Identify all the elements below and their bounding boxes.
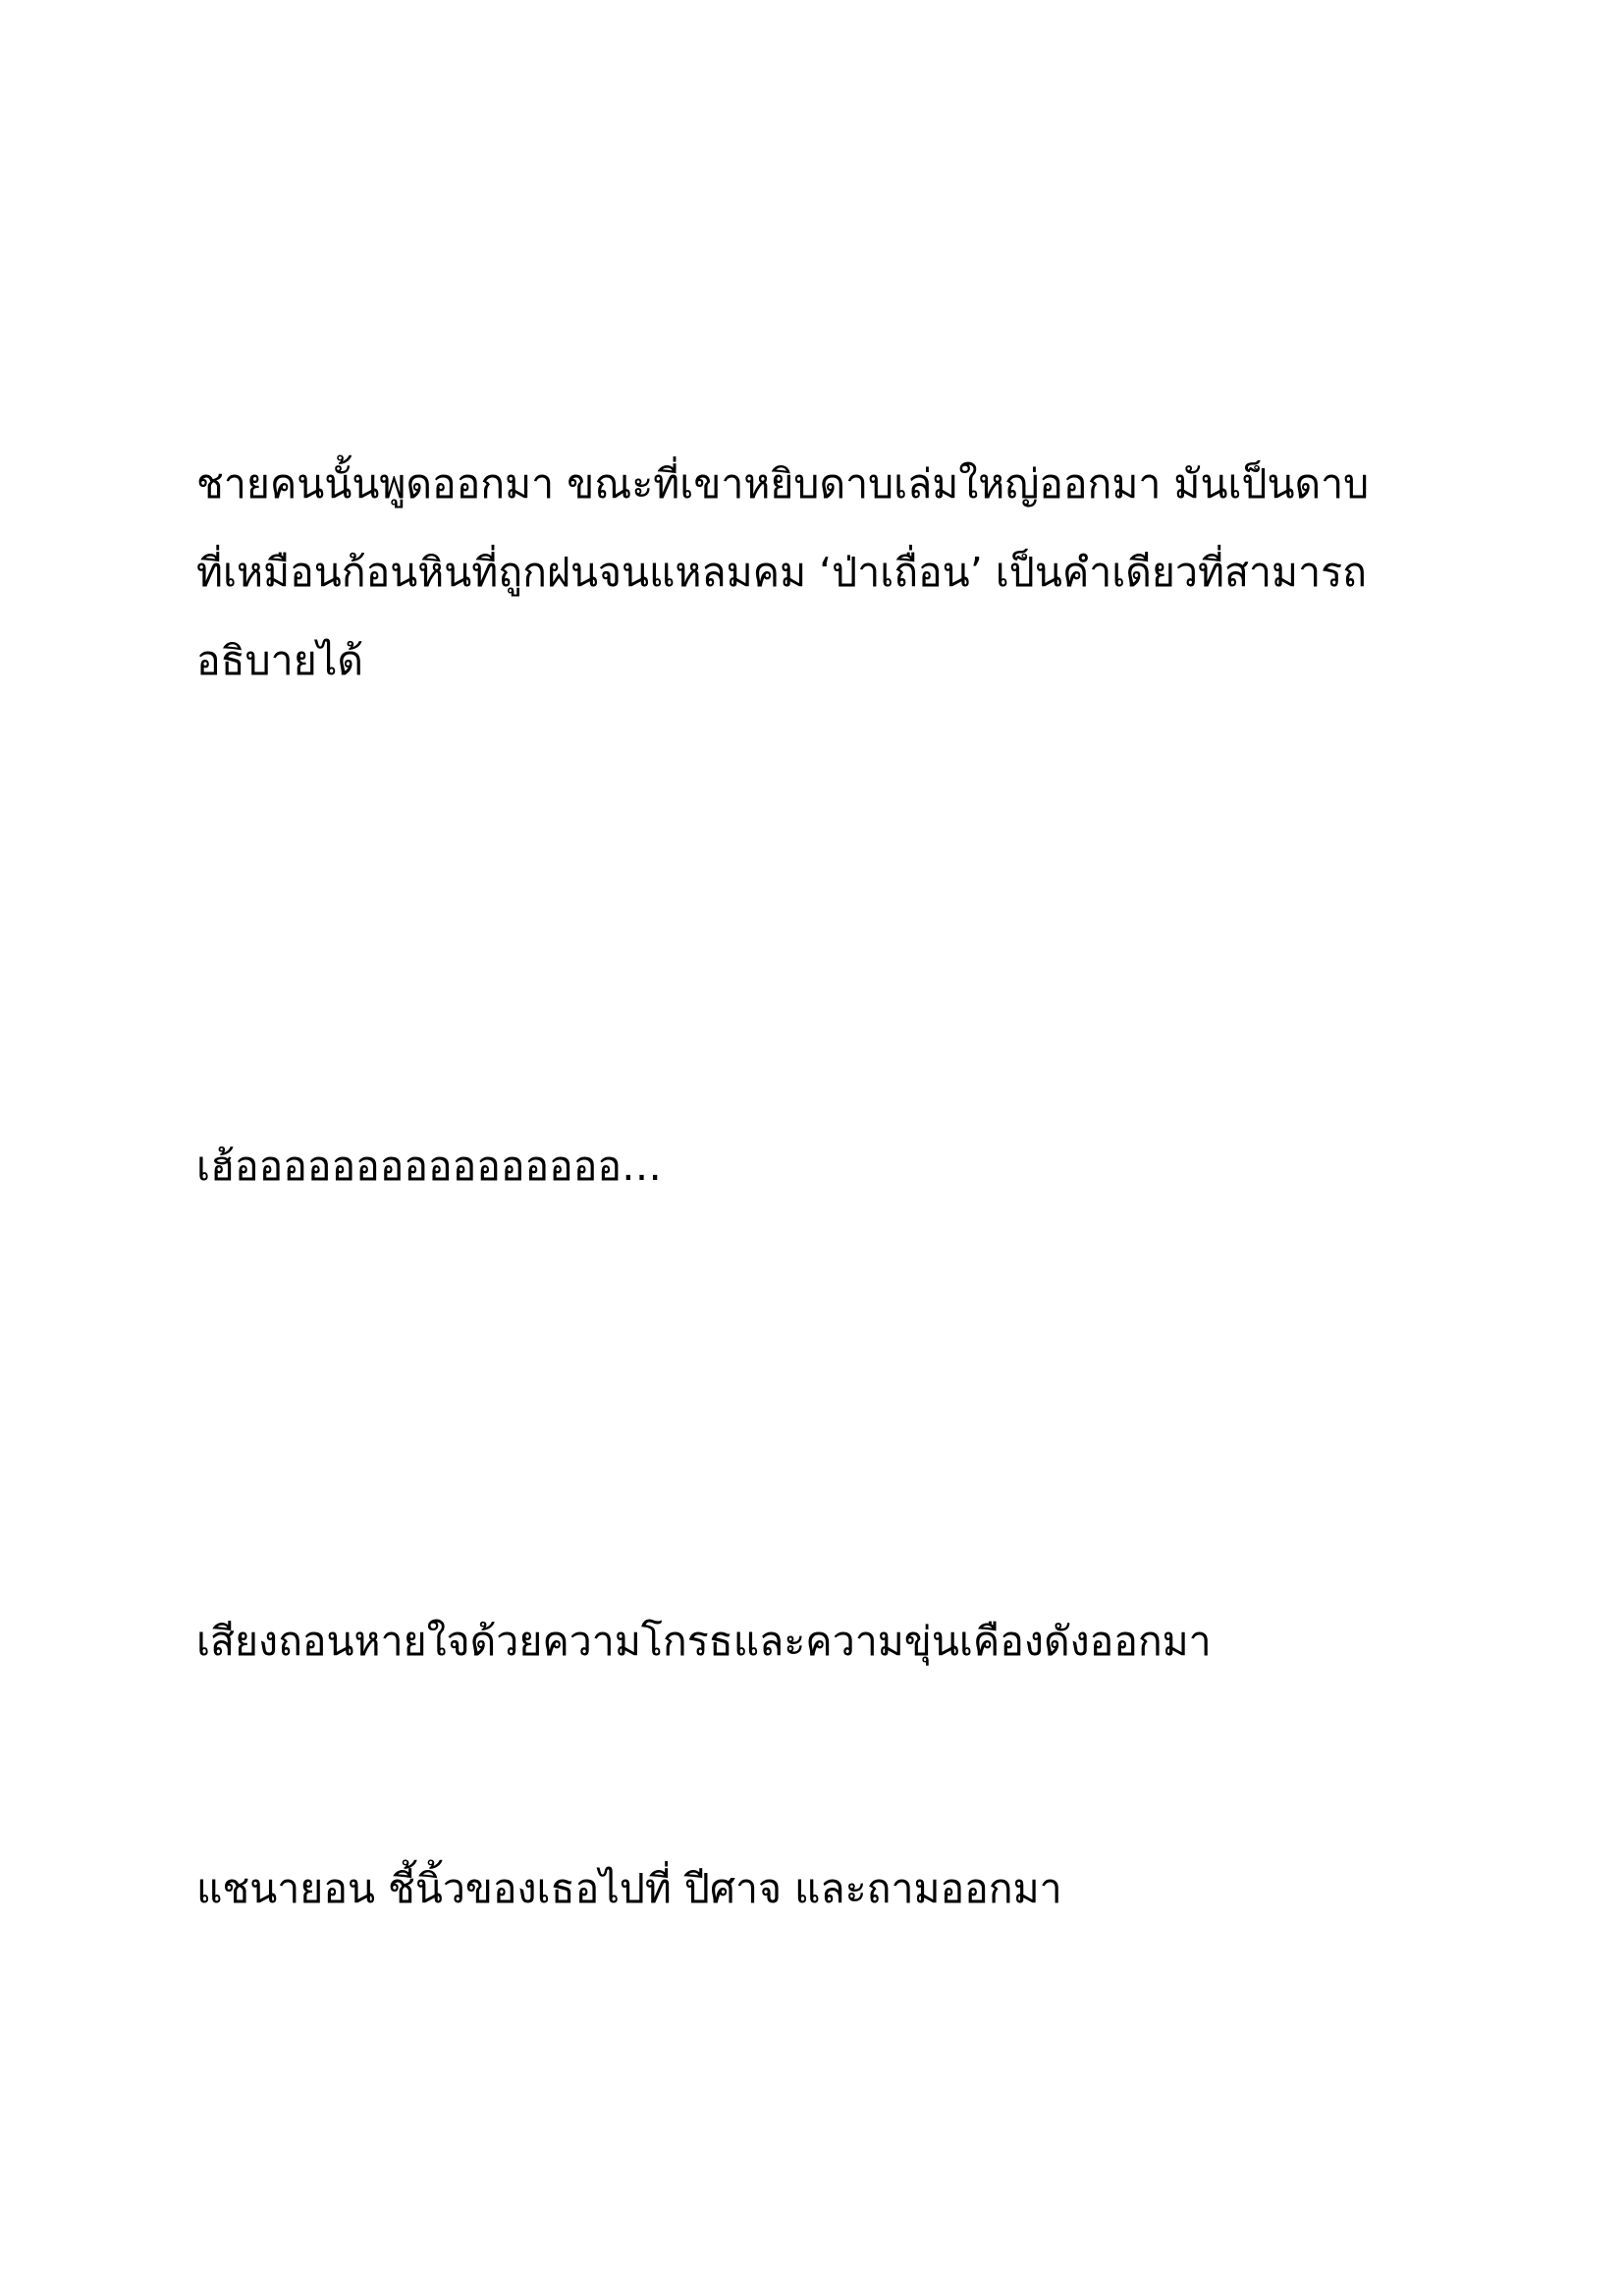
text-line: อธิบายได้ <box>196 637 363 684</box>
text-line: แชนายอน ชี้นิ้วของเธอไปที่ ปีศาจ และถามออกมา <box>196 1865 1062 1912</box>
paragraph-sigh <box>196 1122 1434 1210</box>
text-line: ชายคนนั้นพูดออกมา ขณะที่เขาหยิบดาบเล่มใหญ่ออกมา มันเป็นดาบ <box>196 460 1370 507</box>
paragraph-angry-sigh <box>196 1597 1434 1685</box>
paragraph-question <box>196 1844 1434 1933</box>
text-line: ที่เหมือนก้อนหินที่ถูกฝนจนแหลมคม ‘ป่าเถื่อน’ เป็นคำเดียวที่สามารถ <box>196 549 1367 596</box>
text-line: เฮ้ออออออออออออออออ… <box>196 1143 663 1190</box>
paragraph-sword-description <box>196 440 1434 705</box>
text-line: เสียงถอนหายใจด้วยความโกรธและความขุ่นเคืองดังออกมา <box>196 1618 1212 1665</box>
